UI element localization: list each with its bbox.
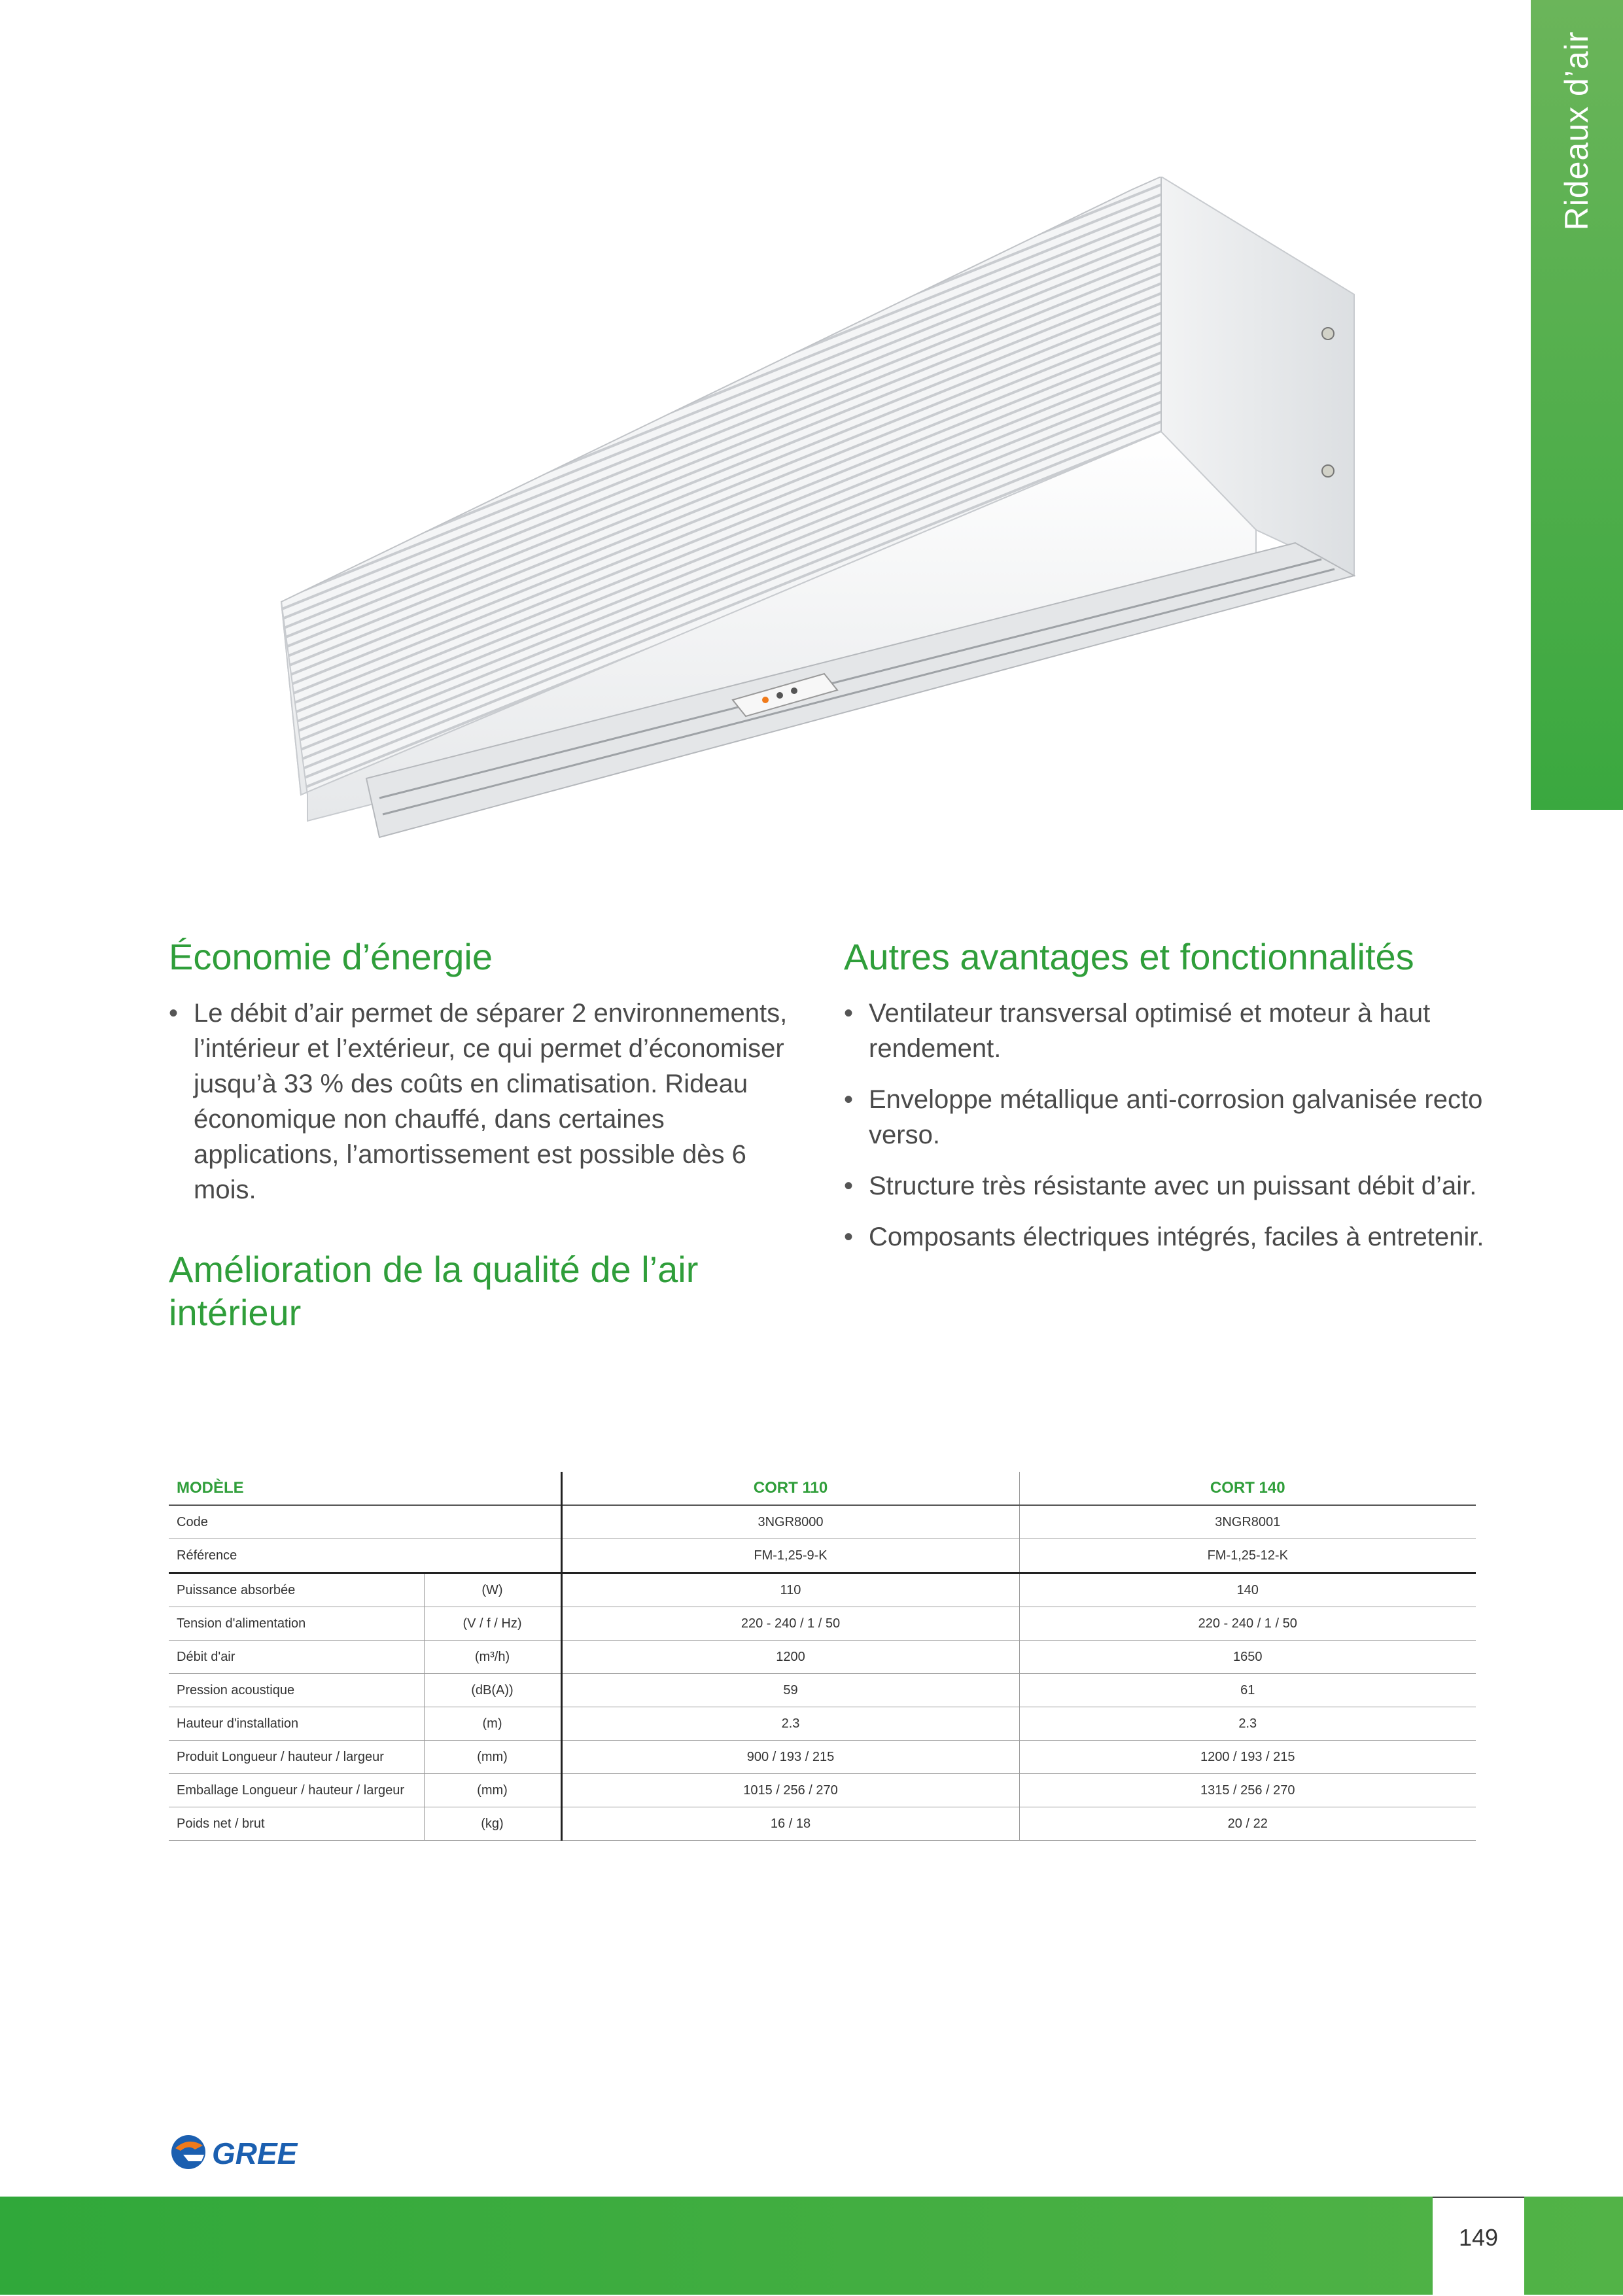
left-column	[169, 935, 797, 1351]
svg-text:GREE: GREE	[212, 2136, 298, 2170]
bullet-item: • Composants électriques intégrés, faciles à entretenir.	[844, 1219, 1485, 1255]
table-row	[169, 1607, 1476, 1641]
row-value-cort-110: 3NGR8000	[561, 1505, 1019, 1539]
table-header-row	[169, 1472, 1476, 1505]
table-row	[169, 1573, 1476, 1607]
row-value-cort-140: 2.3	[1019, 1707, 1476, 1741]
page-number: 149	[1458, 2224, 1499, 2251]
footer-bar	[0, 2197, 1623, 2295]
row-value-cort-140: 1650	[1019, 1641, 1476, 1674]
row-value-cort-110: 900 / 193 / 215	[561, 1741, 1019, 1774]
section-title-air-quality: Amélioration de la qualité de l’air intérieur	[169, 1249, 699, 1333]
row-value-cort-140: 140	[1019, 1573, 1476, 1607]
header-cort-110: CORT 110	[561, 1472, 1019, 1505]
gree-logo	[169, 2132, 339, 2172]
bullet-item: • Ventilateur transversal optimisé et moteur à haut rendement.	[844, 996, 1485, 1066]
row-unit: (m³/h)	[424, 1641, 561, 1674]
row-value-cort-140: 1315 / 256 / 270	[1019, 1774, 1476, 1807]
bullet-item: • Le débit d’air permet de séparer 2 environnements, l’intérieur et l’extérieur, ce qui permet d’économiser jusqu’à 33 % des coûts en climatisation. Rideau économique non chauffé, dans certaines applications, l’amortissement est possible dès 6 mois.	[169, 996, 797, 1208]
row-label: Code	[169, 1505, 561, 1539]
page-number-box	[1433, 2197, 1524, 2296]
table-row	[169, 1539, 1476, 1573]
row-value-cort-110: FM-1,25-9-K	[561, 1539, 1019, 1573]
row-value-cort-110: 1200	[561, 1641, 1019, 1674]
bullet-item: • Enveloppe métallique anti-corrosion galvanisée recto verso.	[844, 1082, 1485, 1153]
section-title-energy: Économie d’énergie	[169, 936, 493, 977]
row-unit: (mm)	[424, 1741, 561, 1774]
row-unit: (dB(A))	[424, 1674, 561, 1707]
row-unit: (m)	[424, 1707, 561, 1741]
energy-bullets	[169, 996, 797, 1208]
row-value-cort-140: 220 - 240 / 1 / 50	[1019, 1607, 1476, 1641]
row-value-cort-140: FM-1,25-12-K	[1019, 1539, 1476, 1573]
row-label: Emballage Longueur / hauteur / largeur	[169, 1774, 424, 1807]
row-unit: (V / f / Hz)	[424, 1607, 561, 1641]
spec-table	[169, 1472, 1476, 1841]
row-value-cort-110: 110	[561, 1573, 1019, 1607]
row-value-cort-140: 3NGR8001	[1019, 1505, 1476, 1539]
row-value-cort-110: 2.3	[561, 1707, 1019, 1741]
row-label: Produit Longueur / hauteur / largeur	[169, 1741, 424, 1774]
logo-mark-icon	[171, 2135, 205, 2169]
table-row	[169, 1674, 1476, 1707]
row-value-cort-110: 59	[561, 1674, 1019, 1707]
table-row	[169, 1774, 1476, 1807]
bullet-item: • Structure très résistante avec un puissant débit d’air.	[844, 1168, 1485, 1204]
table-row	[169, 1807, 1476, 1841]
right-column	[844, 935, 1485, 1270]
row-value-cort-140: 1200 / 193 / 215	[1019, 1741, 1476, 1774]
table-row	[169, 1641, 1476, 1674]
advantages-bullets	[844, 996, 1485, 1255]
row-label: Poids net / brut	[169, 1807, 424, 1841]
table-row	[169, 1741, 1476, 1774]
row-label: Référence	[169, 1539, 561, 1573]
table-row	[169, 1707, 1476, 1741]
air-curtain-product-image	[249, 177, 1374, 850]
row-label: Hauteur d'installation	[169, 1707, 424, 1741]
table-row	[169, 1505, 1476, 1539]
row-unit: (W)	[424, 1573, 561, 1607]
row-label: Pression acoustique	[169, 1674, 424, 1707]
row-value-cort-140: 20 / 22	[1019, 1807, 1476, 1841]
row-value-cort-110: 1015 / 256 / 270	[561, 1774, 1019, 1807]
row-value-cort-110: 16 / 18	[561, 1807, 1019, 1841]
row-label: Puissance absorbée	[169, 1573, 424, 1607]
header-cort-140: CORT 140	[1019, 1472, 1476, 1505]
section-title-advantages: Autres avantages et fonctionnalités	[844, 936, 1414, 977]
row-value-cort-140: 61	[1019, 1674, 1476, 1707]
header-model: MODÈLE	[169, 1472, 561, 1505]
row-unit: (mm)	[424, 1774, 561, 1807]
row-label: Débit d'air	[169, 1641, 424, 1674]
row-label: Tension d'alimentation	[169, 1607, 424, 1641]
side-tab-label: Rideaux d’air	[1558, 31, 1595, 231]
row-value-cort-110: 220 - 240 / 1 / 50	[561, 1607, 1019, 1641]
side-tab	[1531, 0, 1623, 810]
row-unit: (kg)	[424, 1807, 561, 1841]
